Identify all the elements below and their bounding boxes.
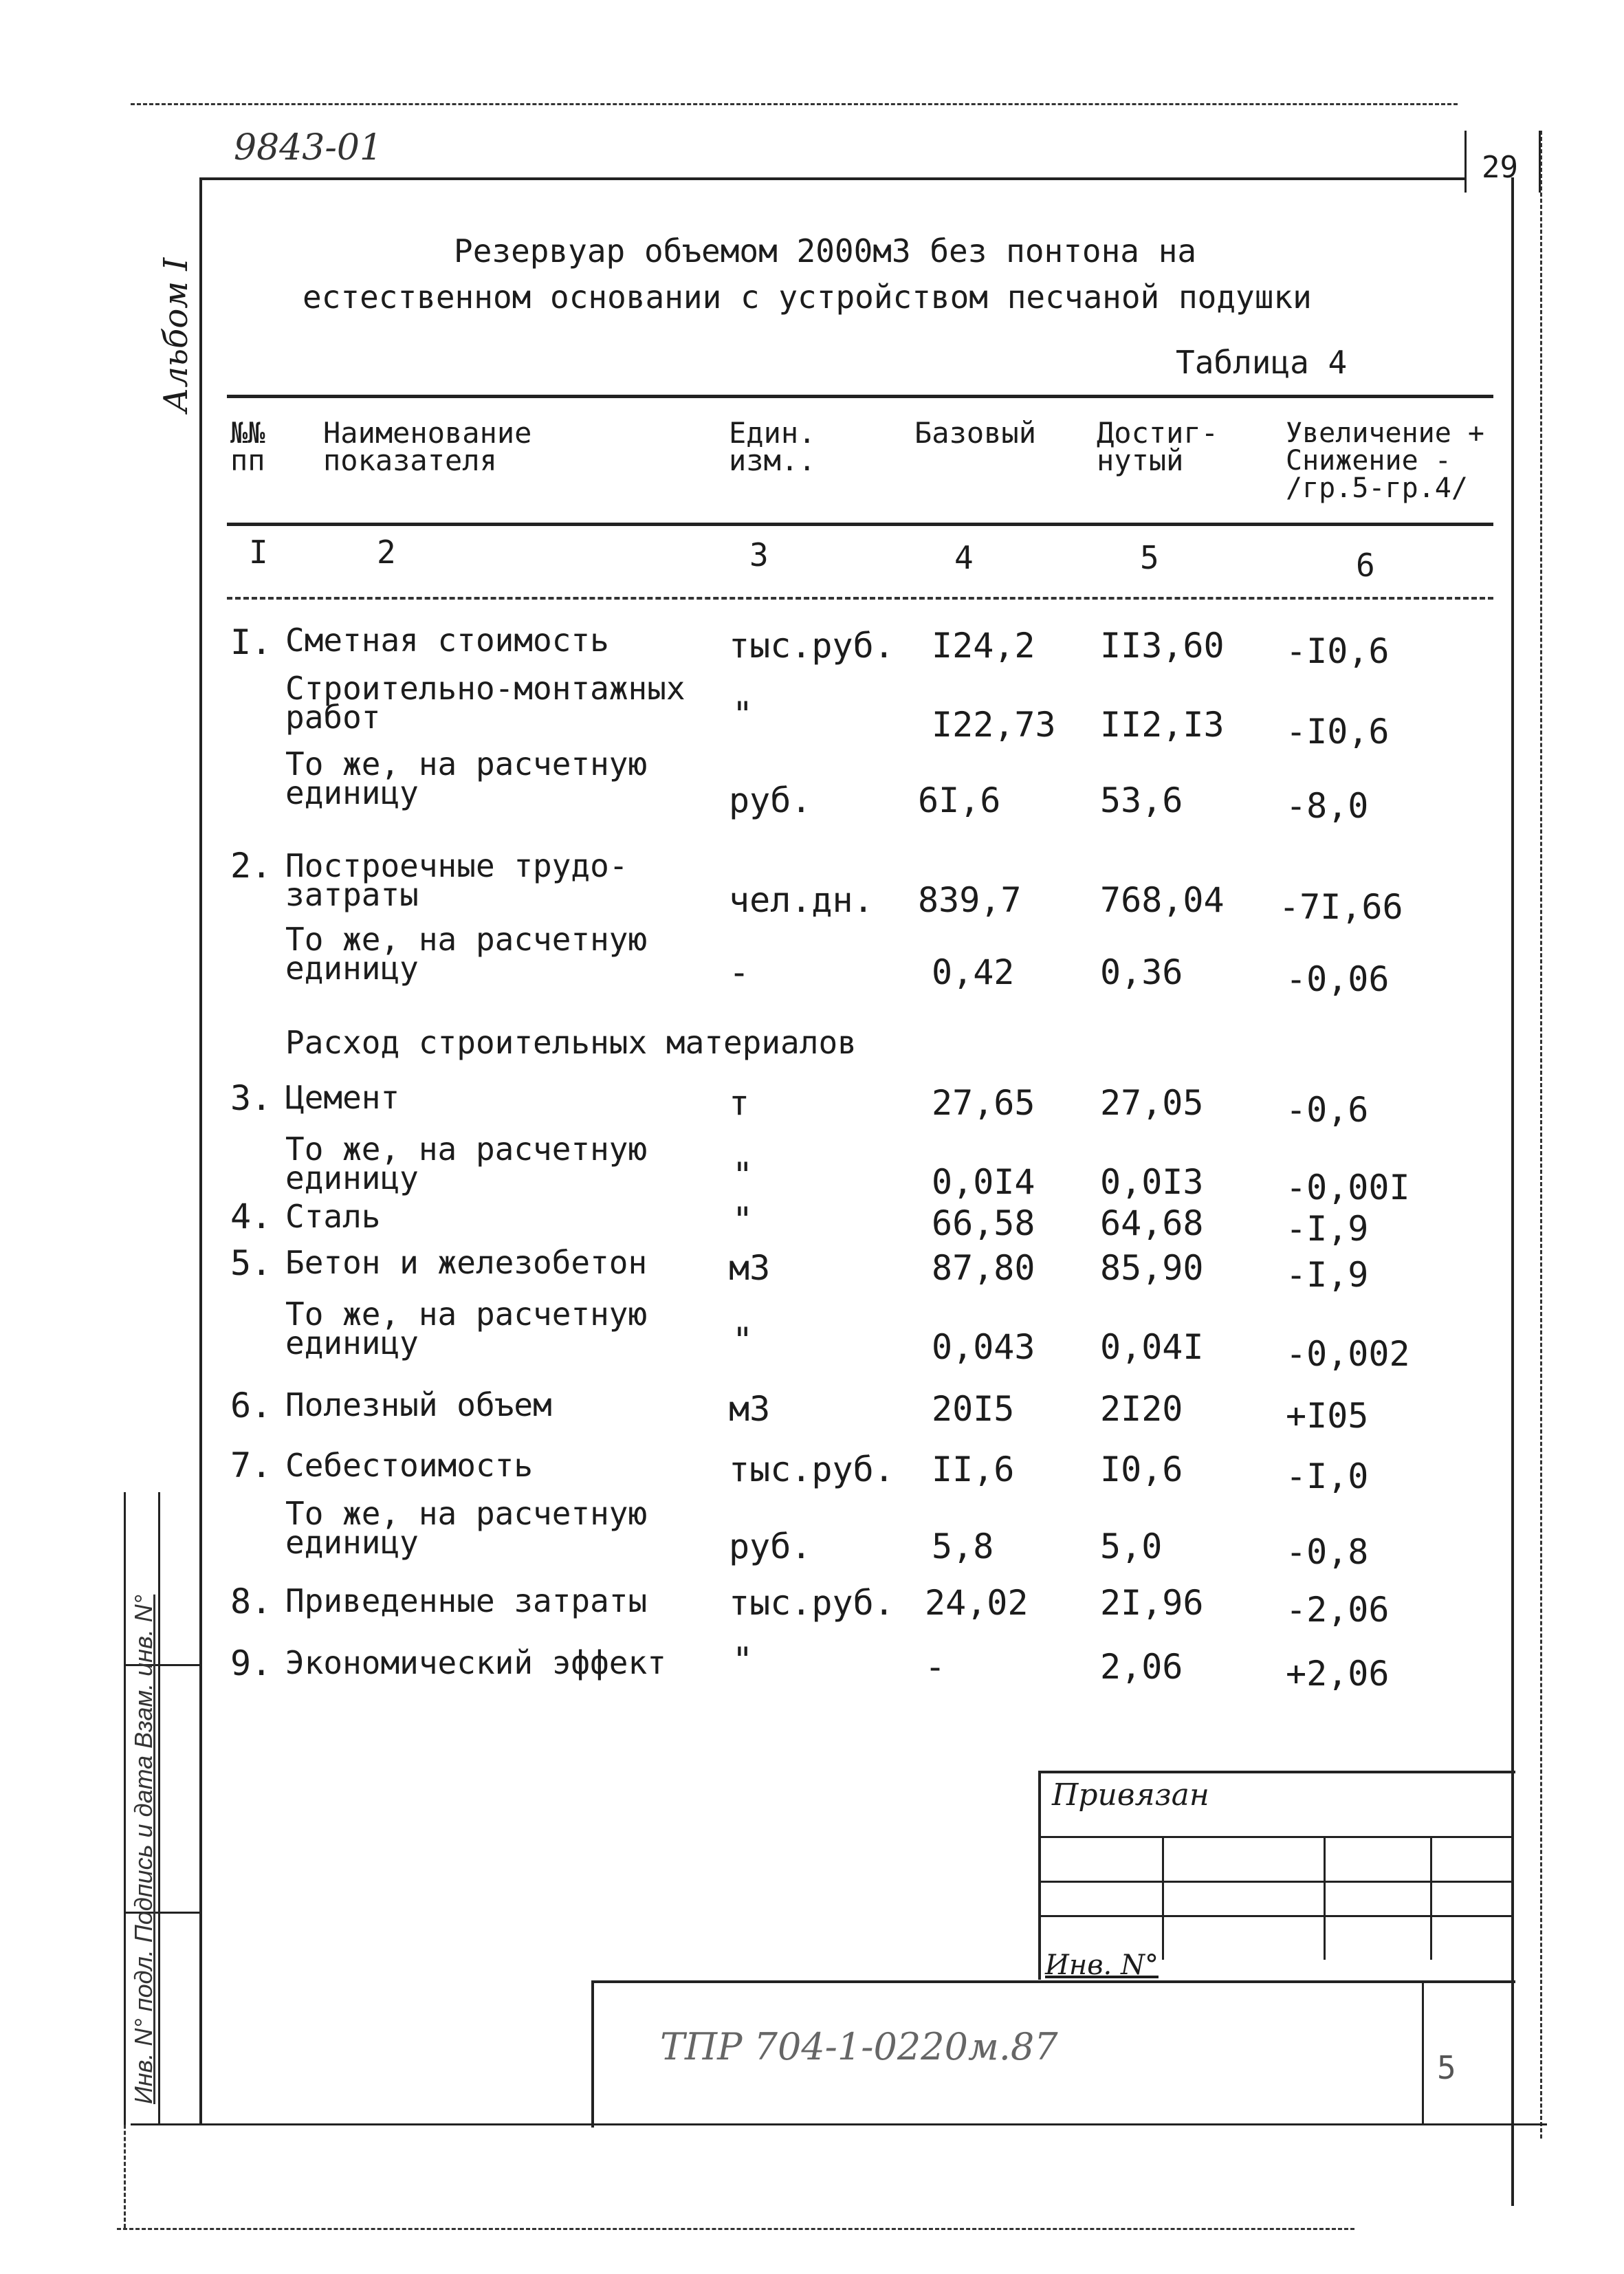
table-row-num: 3. (230, 1078, 272, 1118)
table-row-base: 5,8 (932, 1527, 994, 1566)
table-row-num: 5. (230, 1243, 272, 1283)
table-section-heading: Расход строительных материалов (285, 1024, 857, 1061)
table-row-unit: чел.дн. (729, 880, 874, 920)
table-label: Таблица 4 (1176, 344, 1348, 381)
table-row-change: -I0,6 (1286, 712, 1390, 752)
document-code: 9843-01 (234, 127, 383, 168)
table-colnum-line (227, 597, 1493, 600)
table-row-name: То же, на расчетную единицу (285, 745, 648, 811)
col-number-1: I (249, 534, 268, 571)
table-row-change: -I,9 (1286, 1255, 1369, 1295)
table-row-achieved: 2I,96 (1100, 1583, 1204, 1623)
table-row-name: Цемент (285, 1079, 400, 1116)
table-row-name: Приведенные затраты (285, 1582, 648, 1619)
table-row-unit: м3 (729, 1389, 771, 1429)
table-row-base: 24,02 (925, 1583, 1029, 1623)
table-row-base: 66,58 (932, 1203, 1035, 1243)
table-row-name: Построечные трудо- затраты (285, 847, 628, 913)
table-row-achieved: 0,04I (1100, 1327, 1204, 1367)
table-row-achieved: 27,05 (1100, 1083, 1204, 1123)
table-row-base: 20I5 (932, 1389, 1015, 1429)
top-border-line (131, 103, 1458, 105)
col-number-4: 4 (954, 539, 974, 576)
table-row-base: II,6 (932, 1450, 1015, 1489)
table-row-unit: - (729, 952, 750, 992)
page-number: 29 (1482, 150, 1518, 185)
table-row-achieved: II3,60 (1100, 626, 1225, 666)
frame-far-right-line (1540, 131, 1542, 2139)
table-row-unit: тыс.руб. (729, 626, 895, 666)
table-row-unit: " (732, 695, 754, 734)
table-row-achieved: 64,68 (1100, 1203, 1204, 1243)
table-row-change: -0,06 (1286, 959, 1390, 999)
table-row-num: 7. (230, 1445, 272, 1485)
table-row-name: Сметная стоимость (285, 622, 609, 659)
col-number-5: 5 (1140, 539, 1159, 576)
table-row-name: Сталь (285, 1198, 381, 1235)
table-row-name: То же, на расчетную единицу (285, 1130, 648, 1196)
table-row-change: -0,8 (1286, 1532, 1369, 1572)
table-row-achieved: 85,90 (1100, 1248, 1204, 1288)
table-row-base: 0,0I4 (932, 1162, 1035, 1202)
title-line-2: естественном основании с устройством песчаной подушки (303, 278, 1312, 316)
table-row-achieved: 5,0 (1100, 1527, 1163, 1566)
sheet-number: 5 (1437, 2049, 1456, 2086)
table-row-change: -7I,66 (1279, 887, 1403, 927)
privyazan-label: Привязан (1052, 1778, 1209, 1813)
table-row-unit: т (729, 1083, 750, 1123)
table-row-name: Полезный объем (285, 1386, 552, 1423)
col-number-3: 3 (749, 536, 769, 573)
header-achieved: Достиг- нутый (1097, 416, 1219, 477)
table-row-unit: " (732, 1200, 754, 1240)
table-row-num: 6. (230, 1386, 272, 1425)
table-row-name: Экономический эффект (285, 1644, 666, 1681)
table-row-name: То же, на расчетную единицу (285, 921, 648, 987)
table-row-achieved: 768,04 (1100, 880, 1225, 920)
table-row-change: -2,06 (1286, 1590, 1390, 1630)
privyazan-vline-1 (1162, 1836, 1164, 1960)
frame-top-line (199, 177, 1464, 180)
table-row-achieved: I0,6 (1100, 1450, 1183, 1489)
frame-bottom-dashed-line (117, 2228, 1354, 2230)
table-row-unit: тыс.руб. (729, 1450, 895, 1489)
table-row-unit: " (732, 1155, 754, 1195)
privyazan-line-3 (1038, 1915, 1513, 1917)
table-row-num: 4. (230, 1196, 272, 1236)
table-row-change: -I,0 (1286, 1456, 1369, 1496)
table-row-unit: тыс.руб. (729, 1583, 895, 1623)
table-row-name: Строительно-монтажных работ (285, 670, 685, 736)
table-row-achieved: 0,0I3 (1100, 1162, 1204, 1202)
table-row-unit: " (732, 1640, 754, 1680)
table-row-achieved: II2,I3 (1100, 705, 1225, 745)
privyazan-vline-3 (1430, 1836, 1432, 1960)
table-row-base: 27,65 (932, 1083, 1035, 1123)
col-number-6: 6 (1356, 547, 1375, 584)
header-number: №№ пп (230, 416, 265, 477)
table-row-num: 2. (230, 846, 272, 886)
table-row-change: -0,002 (1286, 1334, 1410, 1374)
table-row-change: -0,6 (1286, 1090, 1369, 1130)
table-row-change: -0,00I (1286, 1168, 1410, 1207)
table-row-base: - (925, 1647, 946, 1687)
table-row-change: -I0,6 (1286, 631, 1390, 671)
table-row-num: I. (230, 622, 272, 662)
table-row-change: +2,06 (1286, 1654, 1390, 1694)
header-indicator: Наименование показателя (323, 416, 532, 477)
frame-left-line (199, 177, 202, 2123)
table-row-num: 8. (230, 1582, 272, 1621)
table-row-base: 0,043 (932, 1327, 1035, 1367)
privyazan-line-1 (1038, 1836, 1513, 1838)
table-row-num: 9. (230, 1643, 272, 1683)
table-row-base: 87,80 (932, 1248, 1035, 1288)
inv-no-label: Инв. N° (1045, 1949, 1159, 1981)
table-row-unit: м3 (729, 1248, 771, 1288)
table-row-name: То же, на расчетную единицу (285, 1495, 648, 1561)
doc-code-stamp: ТПР 704-1-0220м.87 (660, 2025, 1058, 2068)
table-row-base: 6I,6 (918, 780, 1001, 820)
table-row-name: Бетон и железобетон (285, 1244, 648, 1281)
privyazan-vline-2 (1324, 1836, 1326, 1960)
table-row-achieved: 0,36 (1100, 952, 1183, 992)
title-line-1: Резервуар объемом 2000м3 без понтона на (454, 232, 1197, 270)
doc-code-block-divider (1422, 1980, 1424, 2125)
album-label: Альбом I (157, 257, 195, 413)
header-base: Базовый (914, 416, 1037, 450)
privyazan-line-2 (1038, 1881, 1513, 1883)
table-row-achieved: 2I20 (1100, 1389, 1183, 1429)
table-row-change: -8,0 (1286, 786, 1369, 826)
table-top-line (227, 395, 1493, 398)
table-row-name: То же, на расчетную единицу (285, 1295, 648, 1362)
side-stamp-caption: Инв. N° подл. Подпись и дата Взам. инв. N° (129, 1594, 157, 2104)
table-row-base: I24,2 (932, 626, 1035, 666)
header-unit: Един. изм.. (729, 416, 816, 477)
table-row-achieved: 2,06 (1100, 1647, 1183, 1687)
col-number-2: 2 (377, 534, 396, 571)
table-row-change: -I,9 (1286, 1209, 1369, 1249)
side-stamp-line-2 (158, 1492, 160, 2125)
table-row-base: 839,7 (918, 880, 1022, 920)
table-row-name: Себестоимость (285, 1447, 534, 1484)
table-row-base: 0,42 (932, 952, 1015, 992)
table-row-base: I22,73 (932, 705, 1056, 745)
table-header-line (227, 523, 1493, 526)
table-row-change: +I05 (1286, 1396, 1369, 1436)
table-row-unit: " (732, 1320, 754, 1360)
side-stamp-line-1 (124, 1492, 126, 2125)
table-row-unit: руб. (729, 1527, 812, 1566)
table-row-achieved: 53,6 (1100, 780, 1183, 820)
header-change: Увеличение + Снижение - /гр.5-гр.4/ (1286, 417, 1484, 504)
table-row-unit: руб. (729, 780, 812, 820)
